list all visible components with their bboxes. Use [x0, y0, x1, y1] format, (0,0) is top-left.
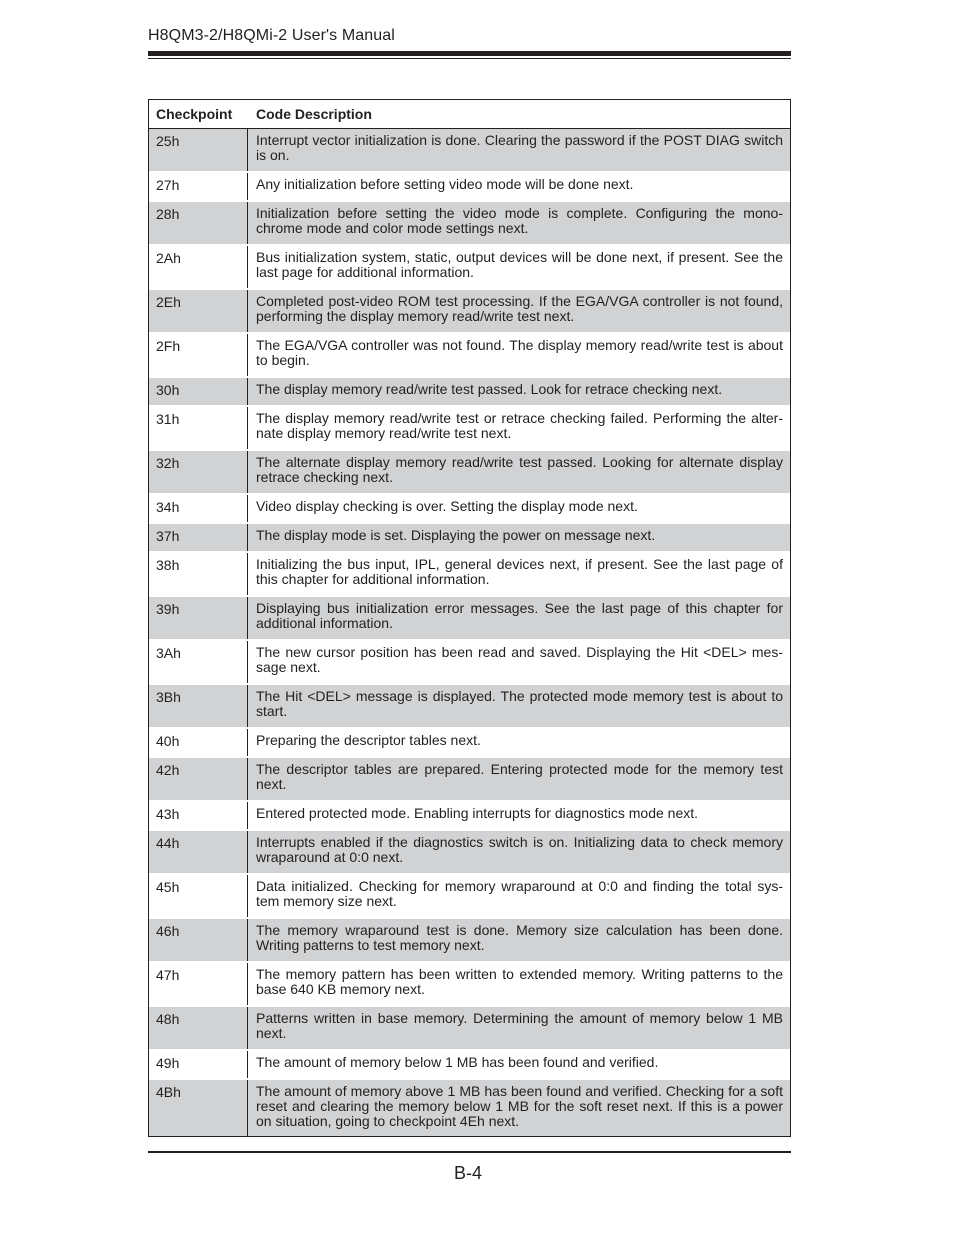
checkpoint-code: 43h [149, 802, 248, 829]
table-row [149, 802, 790, 829]
checkpoint-code: 3Ah [149, 641, 248, 683]
code-description: Completed post-video ROM test processing. If the EGA/VGA controller is not found, performing the display memory read/write test next. [256, 293, 783, 324]
checkpoint-code: 4Bh [149, 1080, 248, 1136]
code-description: Displaying bus initialization error messages. See the last page of this chapter for additional information. [256, 600, 783, 631]
code-description: Video display checking is over. Setting the display mode next. [256, 498, 638, 514]
code-description: Initializing the bus input, IPL, general devices next, if present. See the last page of this chapter for additional information. [256, 556, 783, 587]
table-row [149, 597, 790, 639]
column-header-checkpoint: Checkpoint [156, 106, 233, 122]
header-rule-thin [148, 58, 791, 59]
table-row [149, 173, 790, 200]
table-row [149, 919, 790, 961]
checkpoint-code: 46h [149, 919, 248, 961]
checkpoint-code: 2Eh [149, 290, 248, 332]
code-description: The display memory read/write test passed. Look for retrace checking next. [256, 381, 723, 397]
checkpoint-code: 42h [149, 758, 248, 800]
checkpoint-code: 34h [149, 495, 248, 522]
checkpoint-code: 2Fh [149, 334, 248, 376]
table-row [149, 378, 790, 405]
table-row [149, 758, 790, 800]
table-row [149, 495, 790, 522]
table-row [149, 1051, 790, 1078]
code-description: Entered protected mode. Enabling interrupts for diagnostics mode next. [256, 805, 699, 821]
checkpoint-code: 44h [149, 831, 248, 873]
checkpoint-code: 39h [149, 597, 248, 639]
code-description: The alternate display memory read/write test passed. Looking for alternate display retrace checking next. [256, 454, 783, 485]
checkpoint-code: 37h [149, 524, 248, 551]
code-description: The new cursor position has been read and saved. Displaying the Hit <DEL> mes-sage next. [256, 644, 783, 675]
code-description: Initialization before setting the video mode is complete. Configuring the mono-chrome mode and color mode settings next. [256, 205, 783, 236]
checkpoint-code: 47h [149, 963, 248, 1005]
table-row [149, 729, 790, 756]
footer-rule [148, 1151, 791, 1153]
table-row [149, 246, 790, 288]
table-row [149, 290, 790, 332]
table-row [149, 451, 790, 493]
checkpoint-code: 28h [149, 202, 248, 244]
code-description: Patterns written in base memory. Determining the amount of memory below 1 MB next. [256, 1010, 783, 1041]
table-header [149, 100, 790, 128]
code-description: The amount of memory below 1 MB has been found and verified. [256, 1054, 659, 1070]
code-description: The display mode is set. Displaying the power on message next. [256, 527, 656, 543]
checkpoint-code: 25h [149, 129, 248, 171]
header-rule [148, 51, 791, 56]
table-row [149, 1080, 790, 1136]
table-row [149, 963, 790, 1005]
code-description: Preparing the descriptor tables next. [256, 732, 481, 748]
code-description: The amount of memory above 1 MB has been found and verified. Checking for a soft reset and clearing the memory below 1 MB for the soft reset next. If this is a power on situation, going to checkpoint 4Eh next. [256, 1083, 783, 1129]
checkpoint-code: 27h [149, 173, 248, 200]
table-body [149, 128, 790, 1136]
checkpoint-code: 32h [149, 451, 248, 493]
code-description: The memory wraparound test is done. Memory size calculation has been done. Writing patterns to test memory next. [256, 922, 783, 953]
code-description: Bus initialization system, static, output devices will be done next, if present. See the last page for additional information. [256, 249, 783, 280]
table-row [149, 685, 790, 727]
table-row [149, 334, 790, 376]
code-description: Interrupts enabled if the diagnostics switch is on. Initializing data to check memory wraparound at 0:0 next. [256, 834, 783, 865]
code-description: Data initialized. Checking for memory wraparound at 0:0 and finding the total sys-tem memory size next. [256, 878, 783, 909]
checkpoint-code: 40h [149, 729, 248, 756]
table-row [149, 553, 790, 595]
checkpoint-code: 48h [149, 1007, 248, 1049]
code-description: The descriptor tables are prepared. Entering protected mode for the memory test next. [256, 761, 783, 792]
code-description: The EGA/VGA controller was not found. The display memory read/write test is about to begin. [256, 337, 783, 368]
table-row [149, 129, 790, 171]
table-row [149, 831, 790, 873]
checkpoint-code: 31h [149, 407, 248, 449]
checkpoint-table [148, 99, 791, 1137]
table-row [149, 875, 790, 917]
code-description: The Hit <DEL> message is displayed. The protected mode memory test is about to start. [256, 688, 783, 719]
checkpoint-code: 30h [149, 378, 248, 405]
checkpoint-code: 2Ah [149, 246, 248, 288]
checkpoint-code: 38h [149, 553, 248, 595]
manual-title: H8QM3-2/H8QMi-2 User's Manual [148, 27, 395, 44]
checkpoint-code: 3Bh [149, 685, 248, 727]
checkpoint-code: 49h [149, 1051, 248, 1078]
table-row [149, 641, 790, 683]
table-row [149, 1007, 790, 1049]
checkpoint-code: 45h [149, 875, 248, 917]
table-row [149, 407, 790, 449]
table-row [149, 202, 790, 244]
code-description: Any initialization before setting video mode will be done next. [256, 176, 634, 192]
code-description: The display memory read/write test or retrace checking failed. Performing the alter-nate display memory read/write test next. [256, 410, 783, 441]
column-header-description: Code Description [256, 106, 372, 122]
code-description: The memory pattern has been written to extended memory. Writing patterns to the base 640 KB memory next. [256, 966, 783, 997]
page-number: B-4 [454, 1163, 483, 1183]
code-description: Interrupt vector initialization is done. Clearing the password if the POST DIAG switch is on. [256, 132, 783, 163]
table-row [149, 524, 790, 551]
